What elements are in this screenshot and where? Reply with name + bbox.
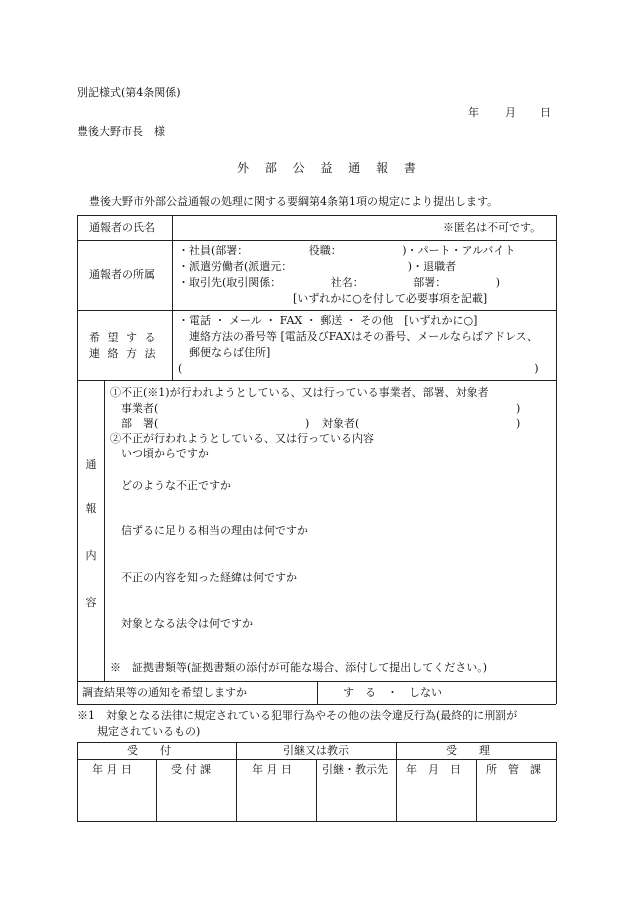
target-field-close: ) bbox=[516, 417, 521, 430]
question-what: どのような不正ですか bbox=[121, 479, 231, 492]
date-year-label: 年 bbox=[468, 106, 479, 119]
footnote-line2: 規定されているもの) bbox=[97, 725, 201, 738]
dept-field-close: ) bbox=[305, 417, 310, 430]
contact-methods: ・電話 ・ メール ・ FAX ・ 郵送 ・ その他 [いずれかに○] bbox=[178, 314, 478, 327]
question-reason: 信ずるに足りる相当の理由は何ですか bbox=[121, 524, 308, 537]
contact-detail-instruction: 連絡方法の番号等 [電話及びFAXはその番号、メールならばアドレス、 bbox=[178, 330, 539, 343]
col-reception-date: 年 月 日 bbox=[92, 763, 132, 776]
affiliation-note: [いずれかに○を付して必要事項を記載] bbox=[293, 292, 488, 305]
addressee: 豊後大野市長 様 bbox=[77, 125, 165, 138]
question-how-known: 不正の内容を知った経緯は何ですか bbox=[121, 571, 297, 584]
affiliation-employee: ・社員(部署： 役職： )・パート・アルバイト bbox=[178, 244, 516, 257]
contact-label-line2: 連 絡 方 法 bbox=[89, 347, 158, 360]
col-acceptance-date: 年 月 日 bbox=[406, 763, 461, 776]
question-1: ①不正(※1)が行われようとしている、又は行っている事業者、部署、対象者 bbox=[110, 386, 489, 399]
contact-detail-field: ( ) bbox=[178, 362, 539, 375]
col-acceptance-dept: 所 管 課 bbox=[486, 763, 541, 776]
notify-options: す る ・ しない bbox=[343, 686, 442, 699]
date-day-label: 日 bbox=[540, 106, 551, 119]
col-handover-destination: 引継・教示先 bbox=[322, 763, 388, 776]
target-field-label: 対象者( bbox=[322, 417, 360, 430]
anonymous-note: ※匿名は不可です。 bbox=[443, 221, 542, 234]
report-label-char-3: 内 bbox=[85, 549, 97, 562]
question-when: いつ頃からですか bbox=[121, 447, 209, 460]
col-reception-dept: 受 付 課 bbox=[171, 763, 211, 776]
document-title: 外 部 公 益 通 報 書 bbox=[237, 161, 422, 175]
affiliation-dispatched: ・派遣労働者(派遣元： )・退職者 bbox=[178, 260, 457, 273]
notify-label: 調査結果等の通知を希望しますか bbox=[82, 686, 247, 699]
business-field-label: 事業者( bbox=[121, 402, 159, 415]
report-label-char-2: 報 bbox=[85, 502, 97, 515]
group-handover: 引継又は教示 bbox=[283, 744, 349, 757]
evidence-note: ※ 証拠書類等(証拠書類の添付が可能な場合、添付して提出してください。) bbox=[110, 661, 488, 674]
group-acceptance: 受 理 bbox=[446, 744, 490, 757]
affiliation-business-partner: ・取引先(取引関係： 社名： 部署： ) bbox=[178, 276, 501, 289]
footnote-line1: ※1 対象となる法律に規定されている犯罪行為やその他の法令違反行為(最終的に刑罰が bbox=[77, 709, 518, 722]
question-2: ②不正が行われようとしている、又は行っている内容 bbox=[110, 432, 374, 445]
group-reception: 受 付 bbox=[127, 744, 171, 757]
contact-detail-instruction-2: 郵便ならば住所] bbox=[178, 346, 271, 359]
contact-label-line1: 希 望 す る bbox=[89, 331, 158, 344]
report-label-char-4: 容 bbox=[85, 596, 97, 609]
dept-field-label: 部 署( bbox=[121, 417, 159, 430]
date-month-label: 月 bbox=[505, 106, 516, 119]
affiliation-label: 通報者の所属 bbox=[89, 268, 155, 281]
report-label-char-1: 通 bbox=[85, 458, 97, 471]
name-label: 通報者の氏名 bbox=[89, 221, 155, 234]
col-handover-date: 年 月 日 bbox=[252, 763, 292, 776]
business-field-close: ) bbox=[516, 402, 521, 415]
intro-text: 豊後大野市外部公益通報の処理に関する要綱第4条第1項の規定により提出します。 bbox=[89, 195, 499, 208]
question-law: 対象となる法令は何ですか bbox=[121, 617, 253, 630]
form-reference: 別記様式(第4条関係) bbox=[77, 86, 181, 99]
